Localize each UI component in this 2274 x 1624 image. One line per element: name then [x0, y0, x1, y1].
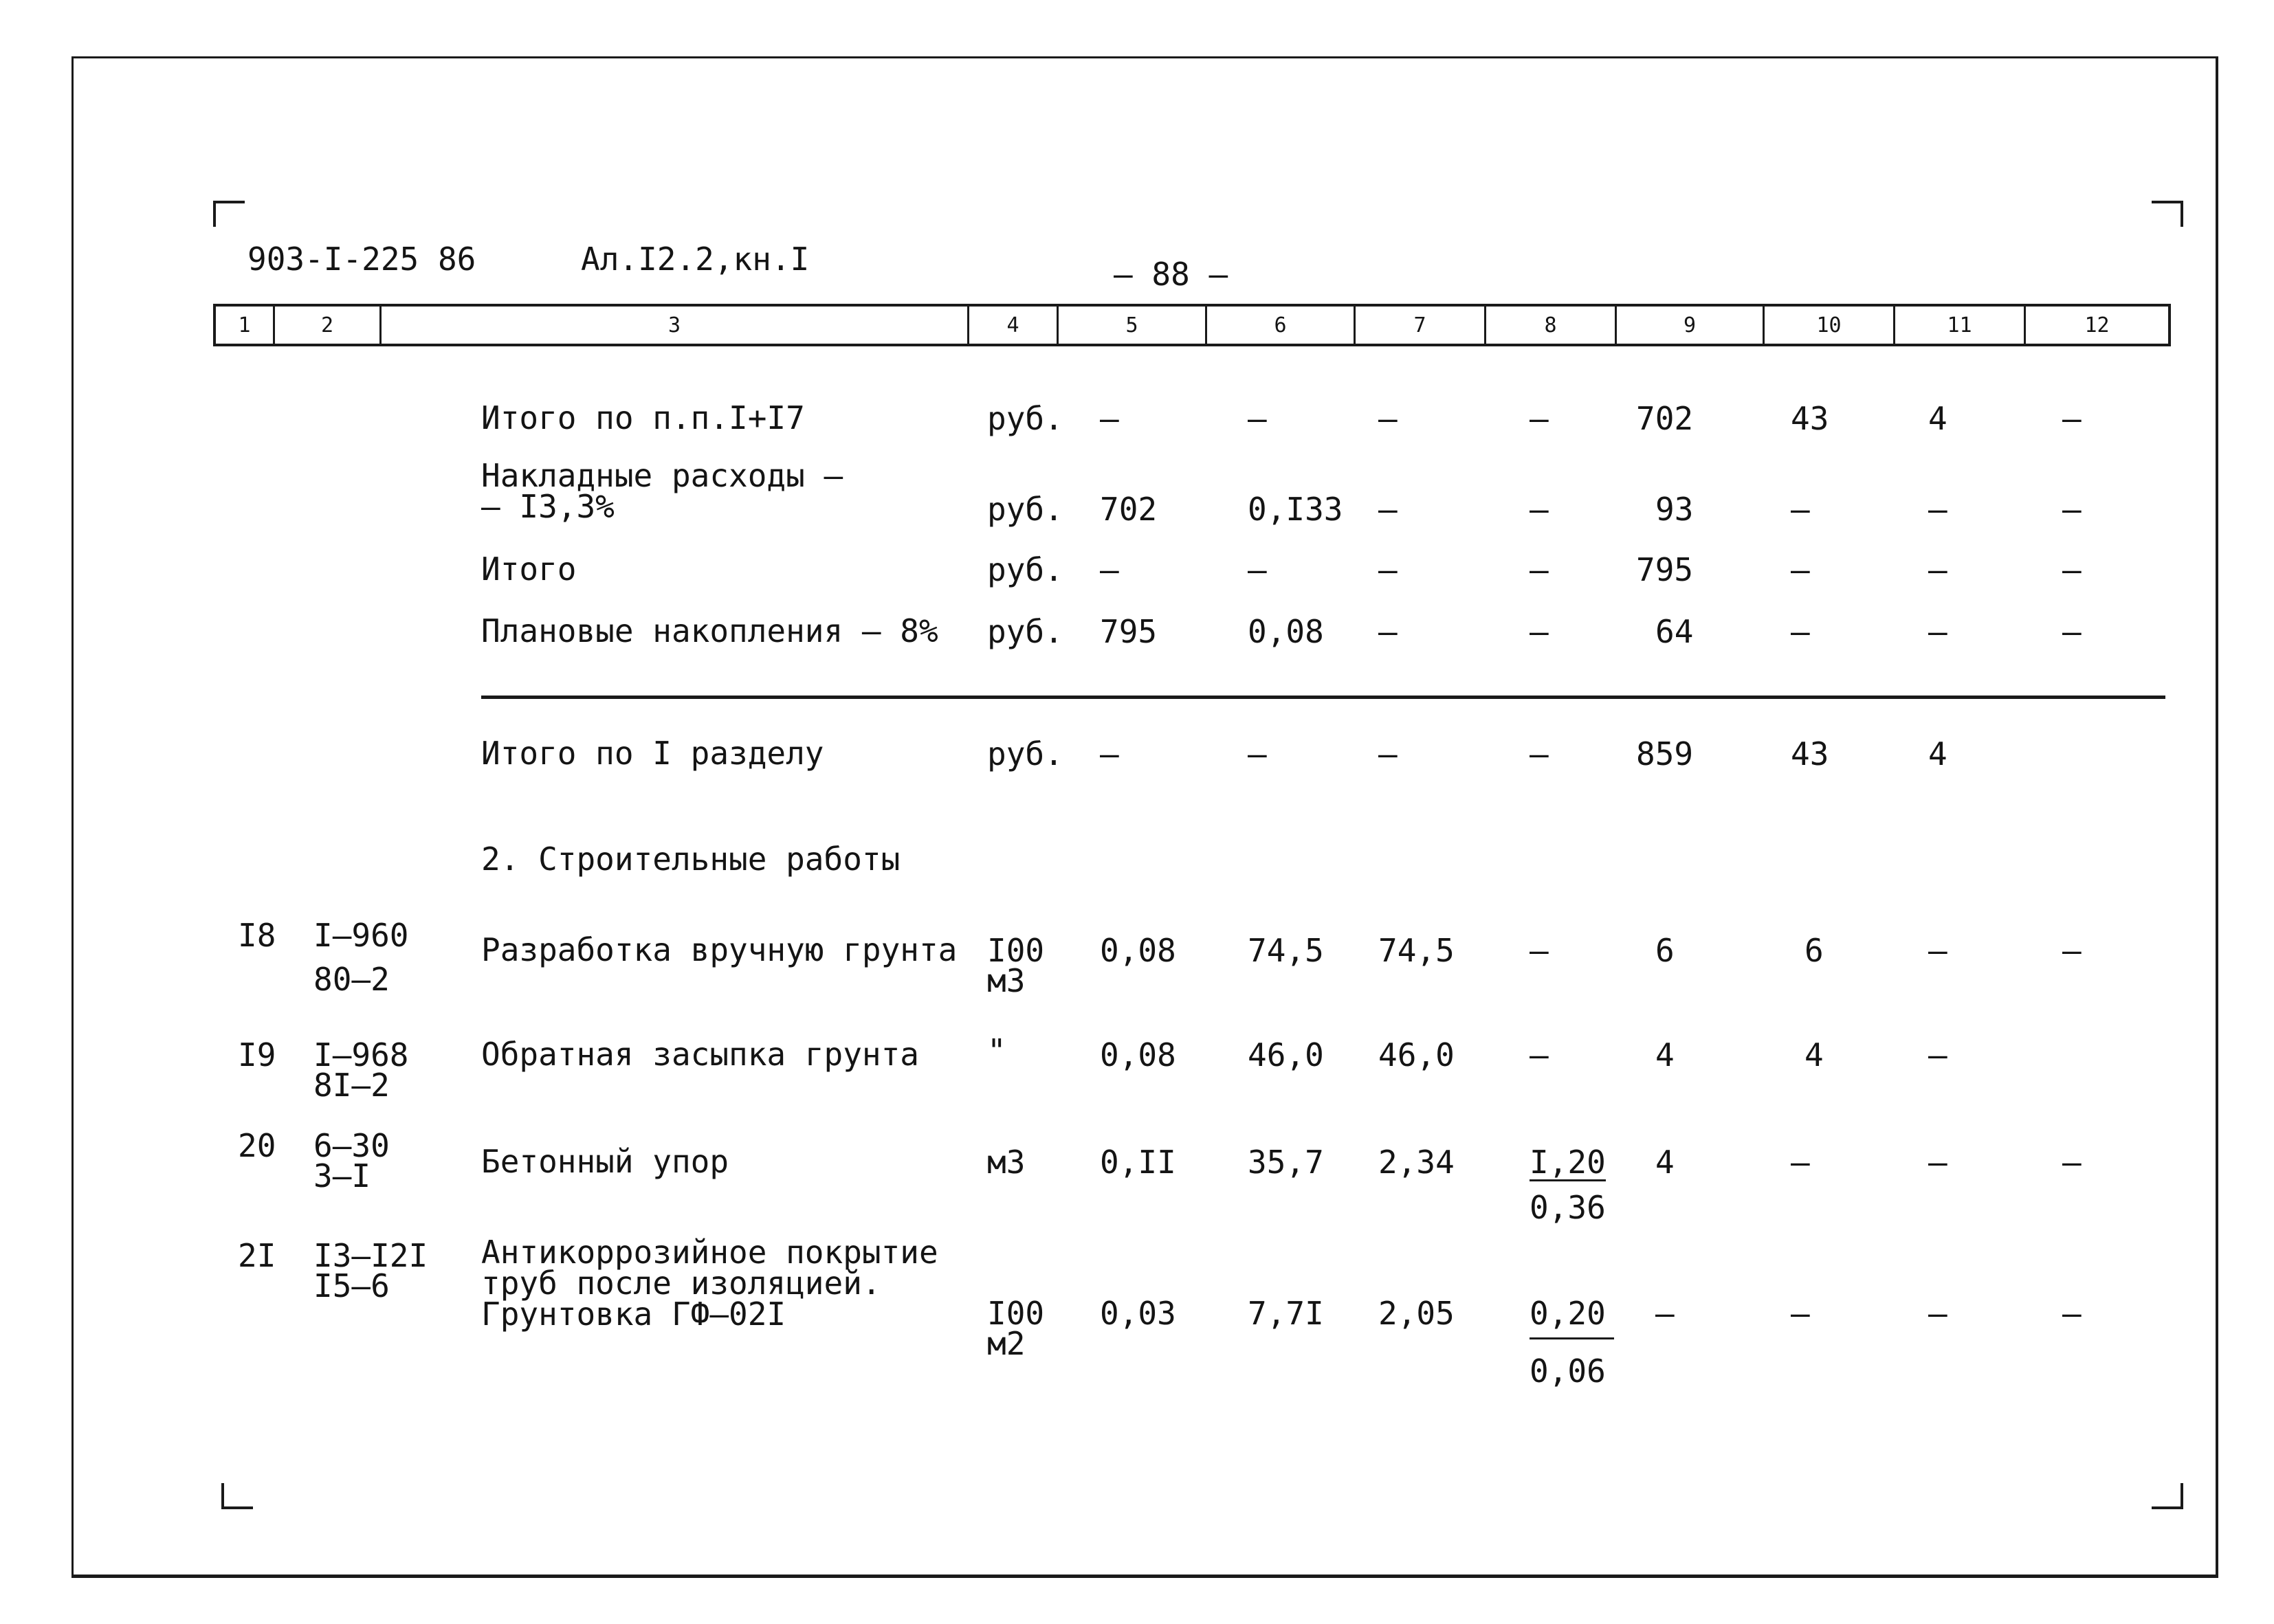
row-unit: "	[987, 1032, 1006, 1069]
row-total: 859	[1636, 735, 1694, 772]
corner-mark-top-right	[2152, 201, 2183, 227]
row-unit-cost: 7,7I	[1248, 1295, 1324, 1332]
row-quantity: 0,03	[1100, 1295, 1176, 1332]
row-col12: –	[2062, 491, 2082, 528]
item-code-sub: I5–6	[313, 1267, 390, 1304]
row-col7: 2,34	[1378, 1144, 1455, 1181]
row-col8: –	[1530, 735, 1549, 772]
section-title: 2. Строительные работы	[481, 841, 901, 878]
row-col10: –	[1791, 491, 1810, 528]
row-col10: –	[1791, 1295, 1810, 1332]
row-col7: –	[1378, 551, 1398, 588]
row-unit: м3	[987, 1144, 1026, 1181]
row-col7: 74,5	[1378, 932, 1455, 969]
page-number: — 88 —	[1114, 256, 1228, 293]
row-unit: руб.	[987, 613, 1063, 650]
row-total: 4	[1655, 1144, 1675, 1181]
row-col8: –	[1530, 491, 1549, 528]
row-col12: –	[2062, 932, 2082, 969]
row-unit-cost: –	[1248, 400, 1267, 437]
album-reference: Ал.I2.2,кн.I	[581, 241, 810, 278]
corner-mark-bottom-right	[2152, 1483, 2183, 1509]
item-code: I–968	[313, 1036, 409, 1074]
row-col11: –	[1928, 1036, 1947, 1074]
row-unit-cost: 46,0	[1248, 1036, 1324, 1074]
row-col10: –	[1791, 1144, 1810, 1181]
row-unit: руб.	[987, 551, 1063, 588]
item-number: 20	[238, 1127, 276, 1164]
row-description: Плановые накопления – 8%	[481, 612, 938, 649]
row-unit-cost: –	[1248, 551, 1267, 588]
row-description: Обратная засыпка грунта	[481, 1036, 919, 1073]
row-total: 702	[1636, 400, 1694, 437]
row-col8-numerator: I,20	[1530, 1144, 1606, 1181]
row-unit: руб.	[987, 491, 1063, 528]
column-number: 5	[1059, 307, 1207, 344]
column-number: 10	[1765, 307, 1895, 344]
column-number: 2	[275, 307, 382, 344]
row-col7: 46,0	[1378, 1036, 1455, 1074]
column-number: 11	[1895, 307, 2026, 344]
row-col8-numerator: 0,20	[1530, 1298, 1614, 1339]
column-number: 7	[1356, 307, 1486, 344]
row-unit-sub: м2	[987, 1325, 1026, 1362]
row-col10: 43	[1791, 735, 1829, 772]
row-col7: 2,05	[1378, 1295, 1455, 1332]
row-col10: 6	[1804, 932, 1824, 969]
column-number: 3	[382, 307, 969, 344]
row-unit: I00	[987, 932, 1045, 969]
corner-mark-top-left	[213, 201, 245, 227]
row-col8: –	[1530, 1036, 1549, 1074]
column-number: 1	[216, 307, 275, 344]
row-col11: –	[1928, 932, 1947, 969]
row-col12: –	[2062, 551, 2082, 588]
row-quantity: –	[1100, 400, 1119, 437]
row-quantity: 0,08	[1100, 932, 1176, 969]
column-number: 12	[2084, 313, 2110, 337]
row-col11: –	[1928, 551, 1947, 588]
item-number: 2I	[238, 1237, 276, 1274]
item-number: I8	[238, 917, 276, 954]
column-number: 8	[1486, 307, 1617, 344]
row-col8: –	[1530, 932, 1549, 969]
row-col11: 4	[1928, 735, 1947, 772]
item-code-sub: 3–I	[313, 1157, 371, 1194]
section-total-label: Итого по I разделу	[481, 735, 824, 772]
row-col8: –	[1530, 551, 1549, 588]
row-col7: –	[1378, 735, 1398, 772]
row-quantity: –	[1100, 735, 1119, 772]
row-description: Накладные расходы – – I3,3%	[481, 457, 843, 526]
row-description: Бетонный упор	[481, 1143, 729, 1180]
row-total: –	[1655, 1295, 1675, 1332]
row-unit-cost: –	[1248, 735, 1267, 772]
row-unit-cost: 0,08	[1248, 613, 1324, 650]
row-col12: –	[2062, 400, 2082, 437]
row-unit-cost: 0,I33	[1248, 491, 1343, 528]
column-number-header	[213, 304, 2171, 346]
row-col10: –	[1791, 613, 1810, 650]
row-col8: –	[1530, 400, 1549, 437]
column-number: 6	[1207, 307, 1356, 344]
row-quantity: 0,II	[1100, 1144, 1176, 1181]
document-code: 903-I-225 86	[247, 241, 476, 278]
row-quantity: –	[1100, 551, 1119, 588]
row-col7: –	[1378, 400, 1398, 437]
item-code-sub: 8I–2	[313, 1067, 390, 1104]
row-total: 6	[1655, 932, 1675, 969]
row-col11: –	[1928, 1144, 1947, 1181]
item-code: I3–I2I	[313, 1237, 428, 1274]
item-code: I–960	[313, 917, 409, 954]
row-quantity: 702	[1100, 491, 1158, 528]
row-description: Итого по п.п.I+I7	[481, 399, 805, 436]
item-number: I9	[238, 1036, 276, 1074]
row-col8: –	[1530, 613, 1549, 650]
row-col11: –	[1928, 613, 1947, 650]
row-total: 64	[1655, 613, 1694, 650]
item-code-sub: 80–2	[313, 961, 390, 998]
row-unit: руб.	[987, 735, 1063, 772]
row-col11: –	[1928, 1295, 1947, 1332]
row-col12: –	[2062, 613, 2082, 650]
row-col10: –	[1791, 551, 1810, 588]
row-total: 795	[1636, 551, 1694, 588]
row-col10: 4	[1804, 1036, 1824, 1074]
row-col8-denominator: 0,36	[1530, 1189, 1606, 1226]
row-col12: –	[2062, 1295, 2082, 1332]
corner-mark-bottom-left	[221, 1483, 253, 1509]
row-col12: –	[2062, 1144, 2082, 1181]
column-number: 9	[1617, 307, 1765, 344]
row-col11: –	[1928, 491, 1947, 528]
row-col7: –	[1378, 491, 1398, 528]
row-unit-sub: м3	[987, 962, 1026, 999]
row-description: Разработка вручную грунта	[481, 931, 958, 968]
section-divider	[481, 696, 2165, 699]
row-total: 4	[1655, 1036, 1675, 1074]
row-total: 93	[1655, 491, 1694, 528]
row-quantity: 0,08	[1100, 1036, 1176, 1074]
row-quantity: 795	[1100, 613, 1158, 650]
row-col8-denominator: 0,06	[1530, 1353, 1606, 1390]
row-col11: 4	[1928, 400, 1947, 437]
item-code: 6–30	[313, 1127, 390, 1164]
row-description: Итого	[481, 550, 577, 588]
row-unit: I00	[987, 1295, 1045, 1332]
row-unit-cost: 74,5	[1248, 932, 1324, 969]
row-description: Антикоррозийное покрытие труб после изоляцией. Грунтовка ГФ–02I	[481, 1234, 938, 1333]
row-col10: 43	[1791, 400, 1829, 437]
row-unit-cost: 35,7	[1248, 1144, 1324, 1181]
column-number: 4	[969, 307, 1059, 344]
row-unit: руб.	[987, 400, 1063, 437]
row-col7: –	[1378, 613, 1398, 650]
